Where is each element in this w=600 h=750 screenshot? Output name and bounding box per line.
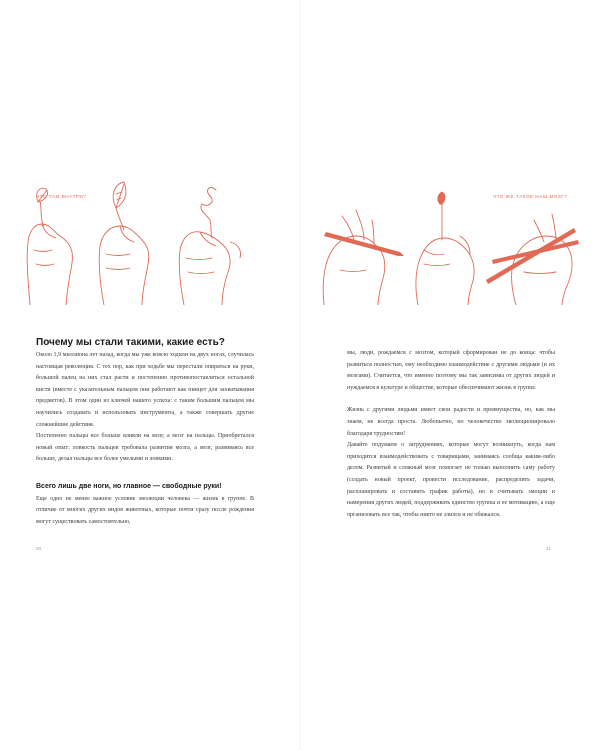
right-page [300,0,600,750]
hand-with-match-icon [416,192,474,305]
paragraph: Еще одно не менее важное условие эволюции человека — жизнь в группе. В отличие от многих других видов животных, которые почти сразу после рождения могут существовать самостоятельно, [36,495,254,525]
hand-with-leaf-icon [27,188,72,305]
running-head-right: ЧТО ЖЕ ТАКОЕ НАШ МОЗГ? [493,194,568,199]
paragraph: Жизнь с другими людьми имеет свои радости и преимущества, но, как мы знаем, не всегда проста. Любопытно, но человечество эволюционировало благодаря трудностям! [347,407,555,437]
hand-with-large-leaf-icon [99,182,149,305]
section-heading: Почему мы стали такими, какие есть? [36,337,225,348]
paragraph: мы, люди, рождаемся с мозгом, который сформирован не до конца: чтобы развиться полностью, ему необходимо взаимодействие с другими людьми (и их мозгами). Считается, что именно поэтому мы так зависимы от других людей и нуждаемся в культуре и обществе, которые обеспечивают жизнь в группе. [347,350,555,391]
hand-with-curly-stem-icon [179,188,240,305]
hand-with-chopsticks-icon [486,214,579,305]
page-number-right: 21 [546,546,552,551]
hands-holding-tools-illustration [320,180,590,305]
running-head-left: ЧТО ТАМ ВНУТРИ? [36,194,87,199]
subheading: Всего лишь две ноги, но главное — свободные руки! [36,482,222,490]
hand-with-pencil-icon [323,210,404,305]
left-text-column [36,350,254,528]
hands-holding-leaf-illustration [20,180,285,305]
paragraph: Около 1,9 миллиона лет назад, когда мы уже вовсю ходили на двух ногах, случилась настоящая революция. С тех пор, как при ходьбе мы перестали опираться на руки, большой палец на них стал расти и постепенно противопоставляться остальной кисти (вместе с указательным пальцем они работают как пинцет для захватывания предметов). В этом один из ключей нашего успеха: с таким большим пальцем мы научились создавать и использовать инструменты, а также совершать другие сложнейшие действия. [36,352,254,428]
paragraph: Давайте подумаем о затруднениях, которые могут возникнуть, когда нам приходится взаимодействовать с товарищами, занимаясь сообща каким-либо делом. Развитый и сложный мозг помогает не только выполнить саму работу (создать новый проект, провести исследование, распределить задачи, распланировать и составить график работы), но и считывать эмоции и намерения других людей, поддерживать единство группы и ее мотивацию, а еще организовать все так, чтобы никто не злился и не обижался. [347,442,555,518]
page-number-left: 20 [36,546,42,551]
right-text-column [347,348,555,521]
paragraph: Постепенно пальцы все больше влияли на мозг, а мозг на пальцы. Приобретался новый опыт: ловкость пальцев требовала развития мозга, а мозг, развиваясь все больше, делал пальцы все более умелыми и ловкими. [36,433,254,463]
